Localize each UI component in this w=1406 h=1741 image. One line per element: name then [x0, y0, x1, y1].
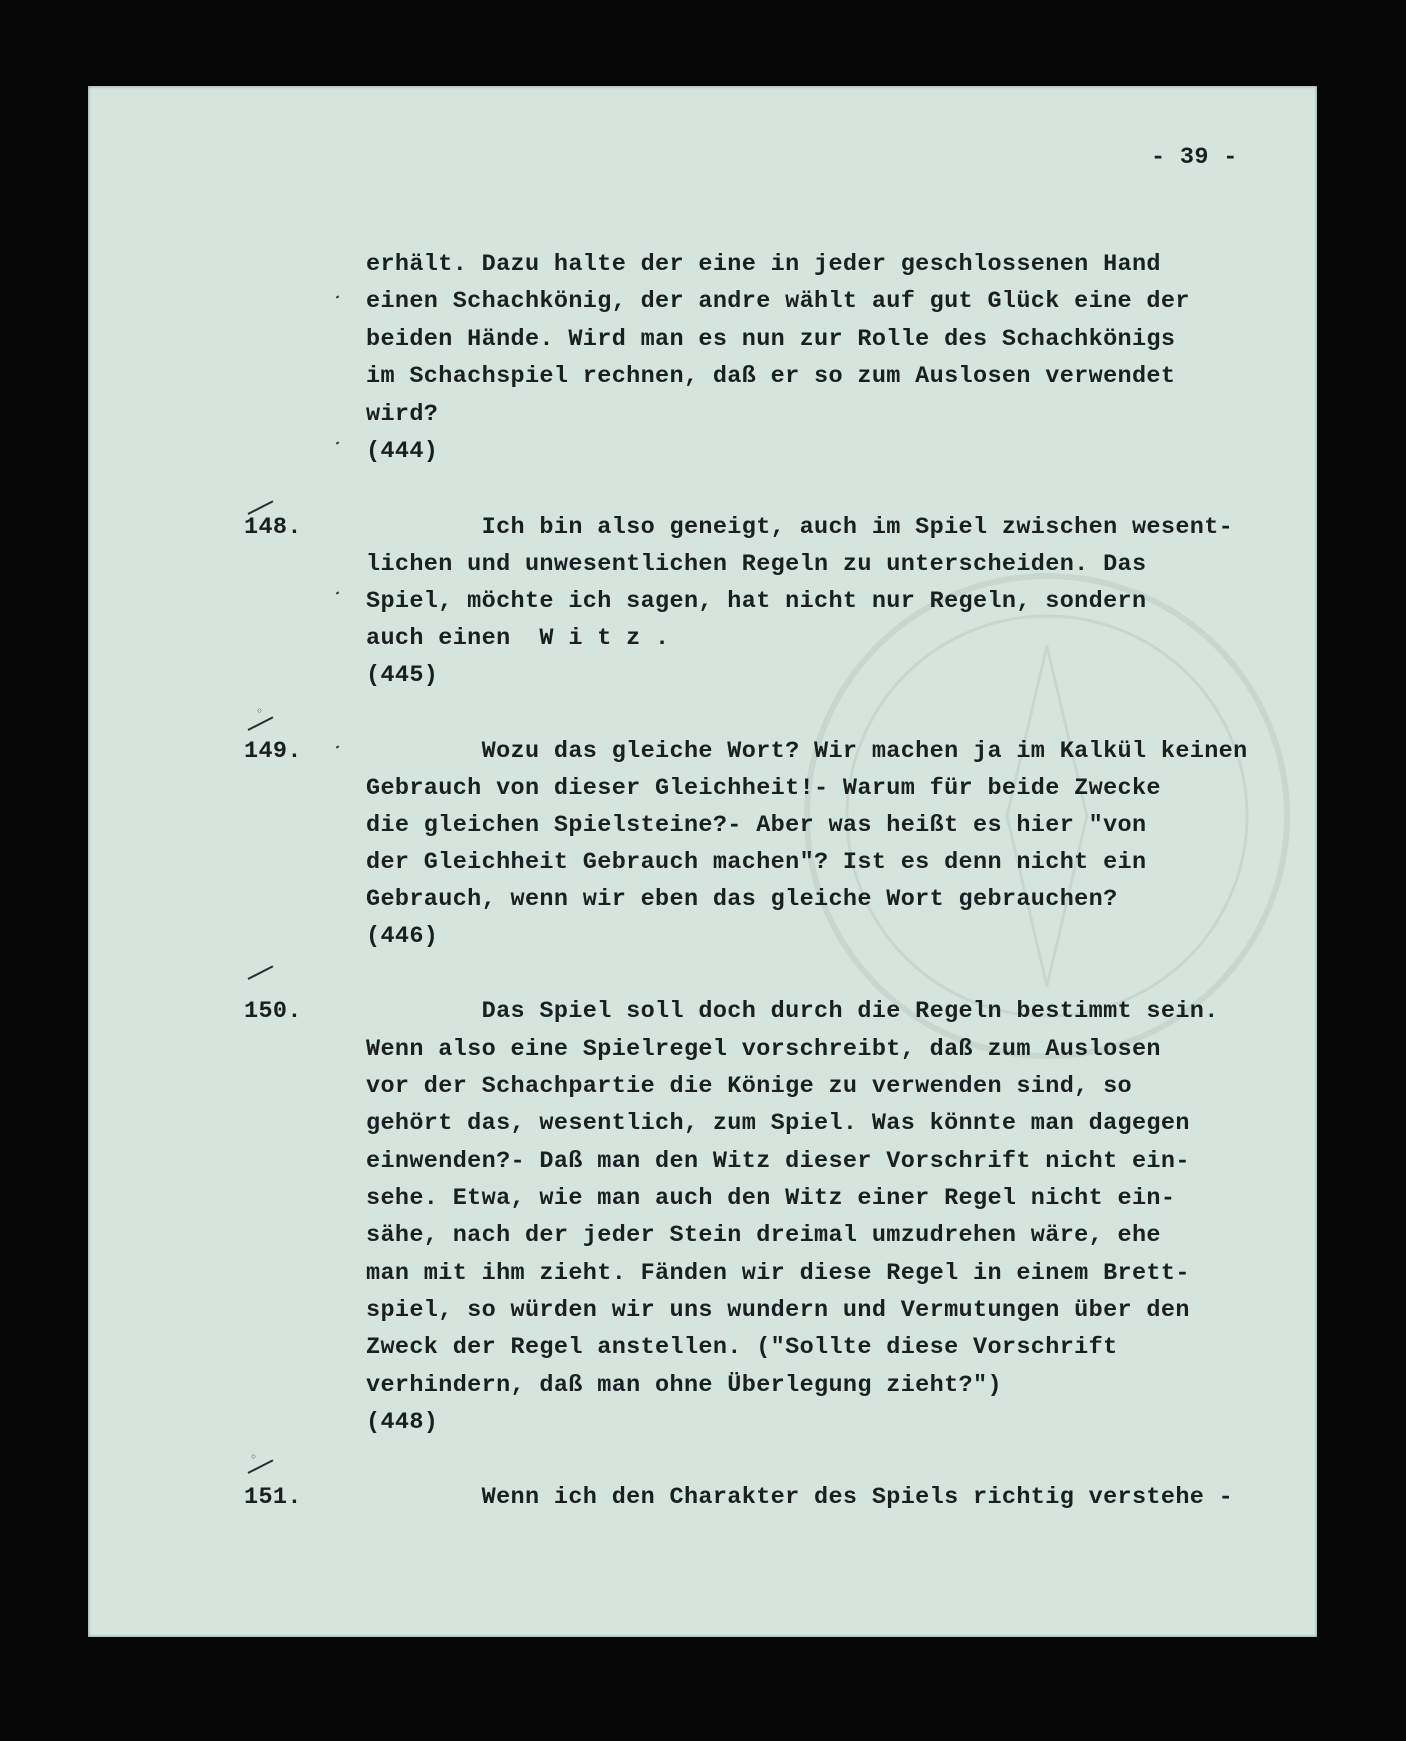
intro-line: einen Schachkönig, der andre wählt auf gut Glück eine der [366, 288, 1190, 315]
typescript-page [88, 86, 1317, 1637]
section-line: gehört das, wesentlich, zum Spiel. Was könnte man dagegen [366, 1110, 1190, 1137]
intro-line: erhält. Dazu halte der eine in jeder geschlossenen Hand [366, 251, 1161, 278]
section-line: die gleichen Spielsteine?- Aber was heißt es hier "von [366, 812, 1147, 839]
section-line: man mit ihm zieht. Fänden wir diese Regel in einem Brett- [366, 1260, 1190, 1287]
margin-mark [336, 591, 340, 594]
section-number: 148. [244, 514, 302, 541]
section-line: verhindern, daß man ohne Überlegung zieht?") [366, 1372, 1002, 1399]
section-line: sehe. Etwa, wie man auch den Witz einer Regel nicht ein- [366, 1185, 1176, 1212]
section-line: der Gleichheit Gebrauch machen"? Ist es denn nicht ein [366, 849, 1147, 876]
section-line: spiel, so würden wir uns wundern und Vermutungen über den [366, 1297, 1190, 1324]
check-mark [248, 716, 274, 730]
section-number: 149. [244, 738, 302, 765]
section-number: 150. [244, 998, 302, 1025]
section-line: Wenn also eine Spielregel vorschreibt, daß zum Auslosen [366, 1036, 1161, 1063]
pencil-mark: ◦ [250, 1450, 258, 1464]
margin-mark [336, 441, 340, 444]
section-line: (448) [366, 1409, 439, 1436]
section-number: 151. [244, 1484, 302, 1511]
margin-mark [336, 295, 340, 298]
section-line: auch einen W i t z . [366, 625, 670, 652]
section-line: Gebrauch, wenn wir eben das gleiche Wort gebrauchen? [366, 886, 1118, 913]
section-line: einwenden?- Daß man den Witz dieser Vorschrift nicht ein- [366, 1148, 1190, 1175]
section-line: Ich bin also geneigt, auch im Spiel zwischen wesent- [366, 514, 1234, 541]
check-mark [248, 965, 274, 979]
section-line: Gebrauch von dieser Gleichheit!- Warum für beide Zwecke [366, 775, 1161, 802]
section-line: Zweck der Regel anstellen. ("Sollte diese Vorschrift [366, 1334, 1118, 1361]
page-number: - 39 - [1151, 144, 1238, 171]
section-line: Das Spiel soll doch durch die Regeln bestimmt sein. [366, 998, 1219, 1025]
intro-line: beiden Hände. Wird man es nun zur Rolle des Schachkönigs [366, 326, 1176, 353]
section-line: (445) [366, 662, 439, 689]
intro-line: (444) [366, 438, 439, 465]
intro-line: wird? [366, 401, 439, 428]
section-line: Wenn ich den Charakter des Spiels richtig verstehe - [366, 1484, 1234, 1511]
section-line: sähe, nach der jeder Stein dreimal umzudrehen wäre, ehe [366, 1222, 1161, 1249]
section-line: lichen und unwesentlichen Regeln zu unterscheiden. Das [366, 551, 1147, 578]
section-line: Spiel, möchte ich sagen, hat nicht nur Regeln, sondern [366, 588, 1147, 615]
margin-mark [336, 745, 340, 748]
pencil-mark: ◦ [256, 704, 264, 718]
section-line: Wozu das gleiche Wort? Wir machen ja im Kalkül keinen [366, 738, 1248, 765]
check-mark [248, 500, 274, 514]
section-line: vor der Schachpartie die Könige zu verwenden sind, so [366, 1073, 1132, 1100]
section-line: (446) [366, 923, 439, 950]
intro-line: im Schachspiel rechnen, daß er so zum Auslosen verwendet [366, 363, 1176, 390]
